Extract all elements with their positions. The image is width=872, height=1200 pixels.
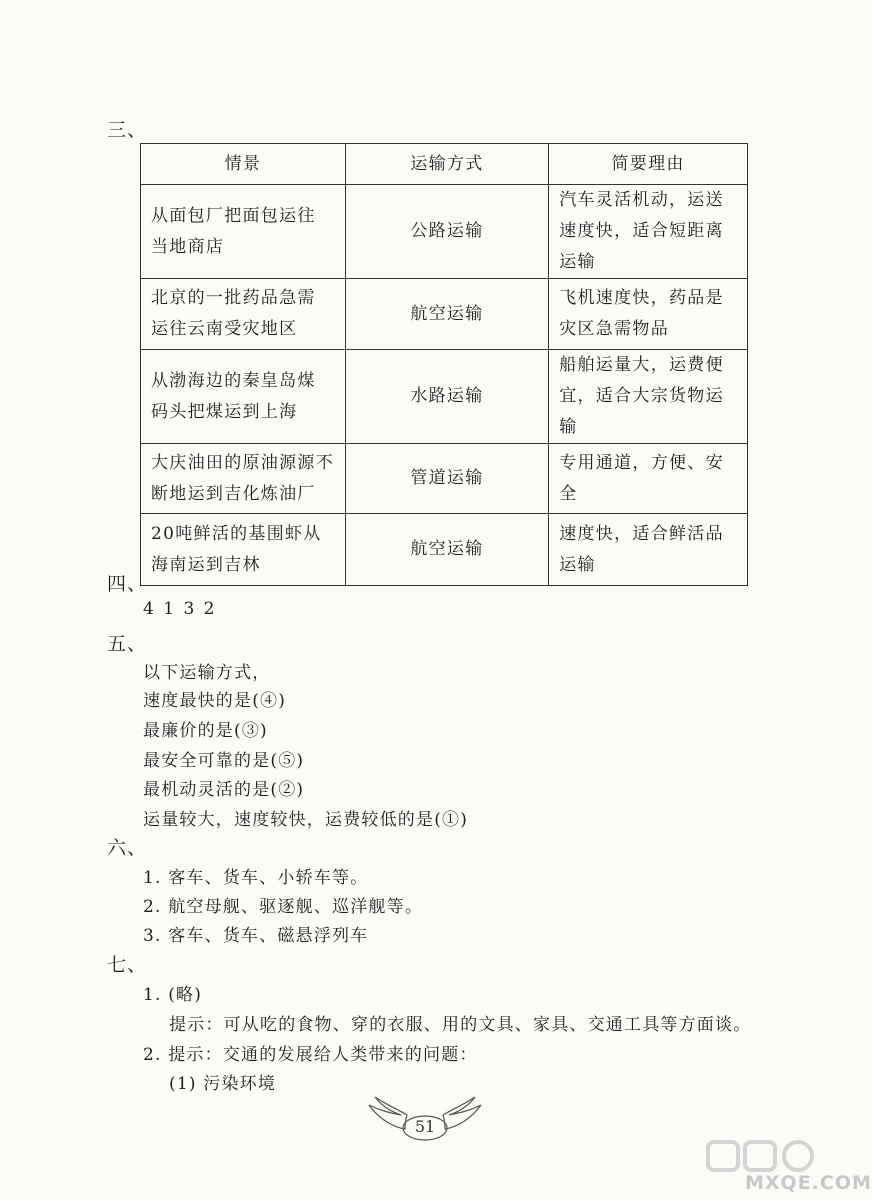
page-number: 51	[414, 1117, 436, 1136]
header-reason: 简要理由	[549, 144, 748, 185]
cell-reason	[549, 514, 748, 586]
section-5-line: 速度最快的是(④)	[143, 691, 287, 711]
scene-line: 码头把煤运到上海	[151, 401, 298, 422]
scene-line: 北京的一批药品急需	[151, 288, 316, 308]
section-5-line: 最安全可靠的是(⑤)	[143, 751, 305, 771]
scene-line: 从面包厂把面包运往	[151, 205, 316, 226]
cell-reason	[549, 444, 748, 514]
section-5-heading: 五、	[107, 633, 148, 655]
cell-reason	[549, 279, 748, 350]
reason-line: 船舶运量大，运费便	[559, 355, 724, 375]
section-6-item: 3. 客车、货车、磁悬浮列车	[143, 926, 369, 946]
section-5-line: 运量较大，速度较快，运费较低的是(①)	[143, 810, 469, 830]
cell-mode: 水路运输	[345, 350, 549, 444]
cell-reason	[549, 185, 748, 279]
scene-line: 大庆油田的原油源源不	[151, 452, 334, 473]
section-3-heading: 三、	[107, 119, 148, 141]
section-5-line: 最廉价的是(③)	[143, 721, 268, 741]
scene-line: 20吨鲜活的基围虾从	[151, 523, 322, 544]
reason-line: 汽车灵活机动，运送	[559, 190, 724, 210]
watermark-text: MXQE.COM	[745, 1172, 872, 1194]
section-4-heading: 四、	[107, 573, 148, 595]
section-4-answer: 4 1 3 2	[143, 599, 217, 619]
section-7-subitem: (1) 污染环境	[169, 1074, 277, 1094]
header-mode: 运输方式	[345, 144, 549, 185]
section-7-heading: 七、	[107, 954, 148, 976]
reason-line: 速度快，适合短距离	[559, 221, 724, 241]
section-5-line: 最机动灵活的是(②)	[143, 780, 305, 800]
table-header-row	[141, 144, 748, 185]
section-6-heading: 六、	[107, 837, 148, 859]
section-7-item: 2. 提示：交通的发展给人类带来的问题：	[143, 1045, 478, 1065]
cell-mode: 航空运输	[345, 279, 549, 350]
table-row	[141, 279, 748, 350]
cell-scene	[141, 350, 346, 444]
scene-line: 断地运到吉化炼油厂	[151, 483, 316, 504]
transport-table	[140, 143, 748, 586]
scene-line: 运往云南受灾地区	[151, 319, 298, 339]
reason-line: 宜，适合大宗货物运输	[559, 386, 724, 437]
reason-line: 速度快，适合鲜活品	[559, 523, 724, 544]
table-row	[141, 185, 748, 279]
header-scene: 情景	[141, 144, 346, 185]
reason-line: 运输	[559, 252, 596, 272]
cell-scene	[141, 279, 346, 350]
table-row	[141, 444, 748, 514]
scene-line: 海南运到吉林	[151, 554, 261, 575]
cell-scene	[141, 514, 346, 586]
scene-line: 从渤海边的秦皇岛煤	[151, 370, 316, 391]
reason-line: 运输	[559, 554, 596, 575]
cell-scene	[141, 444, 346, 514]
table-row	[141, 350, 748, 444]
reason-line: 灾区急需物品	[559, 319, 670, 339]
cell-scene	[141, 185, 346, 279]
cell-mode: 管道运输	[345, 444, 549, 514]
section-6-item: 2. 航空母舰、驱逐舰、巡洋舰等。	[143, 897, 424, 917]
section-6-item: 1. 客车、货车、小轿车等。	[143, 868, 369, 888]
reason-line: 飞机速度快，药品是	[559, 288, 724, 308]
cell-mode: 公路运输	[345, 185, 549, 279]
section-7-hint: 提示：可从吃的食物、穿的衣服、用的文具、家具、交通工具等方面谈。	[169, 1015, 752, 1035]
cell-reason	[549, 350, 748, 444]
scene-line: 当地商店	[151, 236, 225, 257]
cell-mode: 航空运输	[345, 514, 549, 586]
section-5-intro: 以下运输方式，	[143, 663, 271, 683]
reason-line: 专用通道，方便、安全	[559, 452, 724, 504]
table-row	[141, 514, 748, 586]
section-7-item: 1. (略)	[143, 985, 203, 1005]
